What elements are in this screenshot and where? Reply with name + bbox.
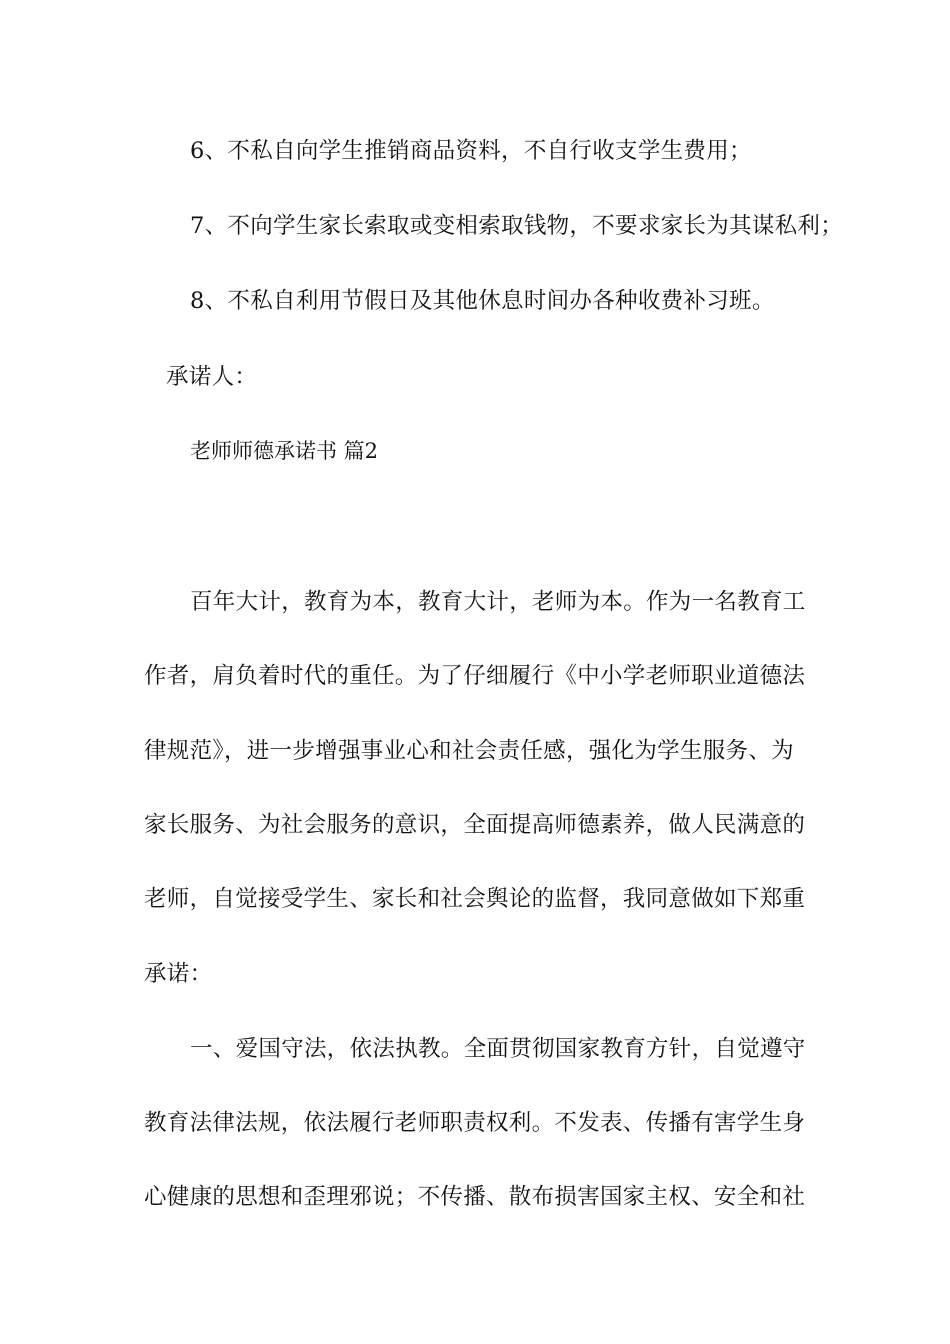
list-item: 8、不私自利用节假日及其他休息时间办各种收费补习班。 xyxy=(190,288,775,314)
section-title: 老师师德承诺书 篇2 xyxy=(190,439,379,463)
paragraph-line: 承诺： xyxy=(144,961,213,987)
paragraph-line: 一、爱国守法，依法执教。全面贯彻国家教育方针，自觉遵守 xyxy=(190,1036,806,1062)
paragraph-line: 家长服务、为社会服务的意识，全面提高师德素养，做人民满意的 xyxy=(144,812,806,838)
signature-label: 承诺人： xyxy=(166,364,258,390)
paragraph-line: 老师，自觉接受学生、家长和社会舆论的监督，我同意做如下郑重 xyxy=(144,886,806,912)
paragraph-line: 作者，肩负着时代的重任。为了仔细履行《中小学老师职业道德法 xyxy=(144,663,806,689)
list-item: 6、不私自向学生推销商品资料，不自行收支学生费用； xyxy=(190,138,752,164)
list-item: 7、不向学生家长索取或变相索取钱物，不要求家长为其谋私利； xyxy=(190,213,844,239)
paragraph-line: 心健康的思想和歪理邪说；不传播、散布损害国家主权、安全和社 xyxy=(144,1184,806,1210)
paragraph-line: 教育法律法规，依法履行老师职责权利。不发表、传播有害学生身 xyxy=(144,1110,806,1136)
paragraph-line: 百年大计，教育为本，教育大计，老师为本。作为一名教育工 xyxy=(190,589,806,615)
paragraph-line: 律规范》，进一步增强事业心和社会责任感，强化为学生服务、为 xyxy=(144,738,794,764)
